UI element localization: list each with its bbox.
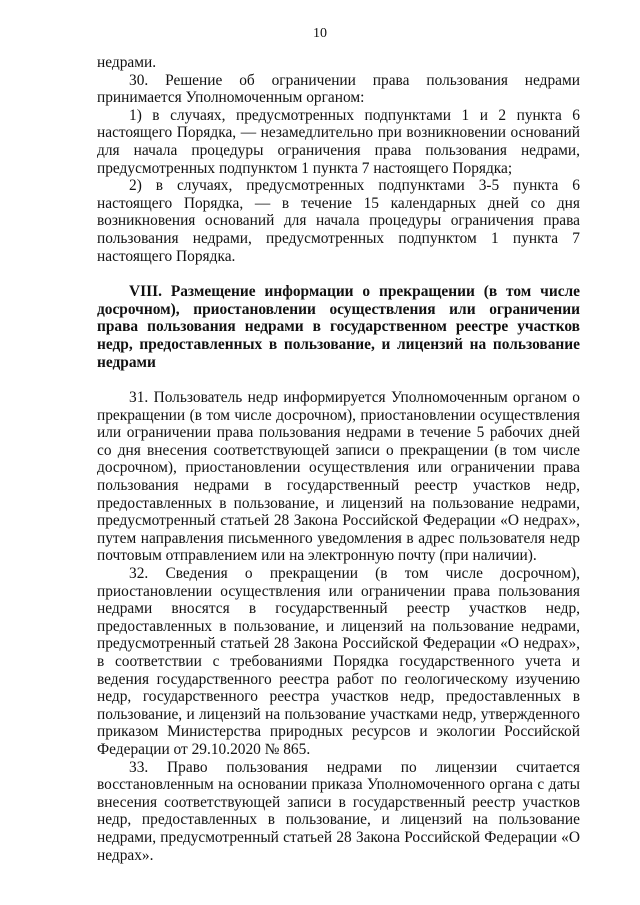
- paragraph-33: 33. Право пользования недрами по лицензии считается восстановленным на основании приказа Уполномоченного органа с даты внесения соответствующей записи в государственный реестр участков недр, предоставленных в пользование, и лицензий на пользование недрами, предусмотренный статьей 28 Закона Российской Федерации «О недрах».: [97, 758, 580, 864]
- paragraph-continuation: недрами.: [97, 54, 157, 71]
- section-heading: VIII. Размещение информации о прекращении (в том числе досрочном), приостановлении осуществления или ограничении права пользования недрами в государственном реестре участков недр, предоставленных в пользование, и лицензий на пользование недрами: [97, 283, 580, 371]
- paragraph-30-item-2: 2) в случаях, предусмотренных подпунктами 3-5 пункта 6 настоящего Порядка, — в течение 15 календарных дней со дня возникновения оснований для начала процедуры ограничения права пользования недрами, предусмотренных подпунктом 1 пункта 7 настоящего Порядка.: [97, 177, 580, 265]
- paragraph-31: 31. Пользователь недр информируется Уполномоченным органом о прекращении (в том числе досрочном), приостановлении осуществления или ограничении права пользования недрами в течение 5 рабочих дней со дня внесения соответствующей записи о прекращении (в том числе досрочном), приостановлении осуществления или ограничении права пользования недрами в государственный реестр участков недр, предоставленных в пользование, и лицензий на пользование недрами, предусмотренный статьей 28 Закона Российской Федерации «О недрах», путем направления письменного уведомления в адрес пользователя недр почтовым отправлением или на электронную почту (при наличии).: [97, 389, 580, 565]
- document-body: [97, 54, 580, 864]
- paragraph-30: 30. Решение об ограничении права пользования недрами принимается Уполномоченным органом:: [97, 71, 580, 107]
- paragraph-30-item-1: 1) в случаях, предусмотренных подпунктами 1 и 2 пункта 6 настоящего Порядка, — незамедлительно при возникновении оснований для начала процедуры ограничения права пользования недрами, предусмотренных подпунктом 1 пункта 7 настоящего Порядка;: [97, 106, 580, 177]
- section-spacer: [97, 371, 580, 389]
- page-number: 10: [313, 26, 327, 41]
- paragraph-32: 32. Сведения о прекращении (в том числе досрочном), приостановлении осуществления или ограничении права пользования недрами вносятся в государственный реестр участков недр, предоставленных в пользование, и лицензий на пользование недрами, предусмотренный статьей 28 Закона Российской Федерации «О недрах», в соответствии с требованиями Порядка государственного учета и ведения государственного реестра работ по геологическому изучению недр, государственного реестра участков недр, предоставленных в пользование, и лицензий на пользование участками недр, утвержденного приказом Министерства природных ресурсов и экологии Российской Федерации от 29.10.2020 № 865.: [97, 565, 580, 758]
- section-spacer: [97, 265, 580, 283]
